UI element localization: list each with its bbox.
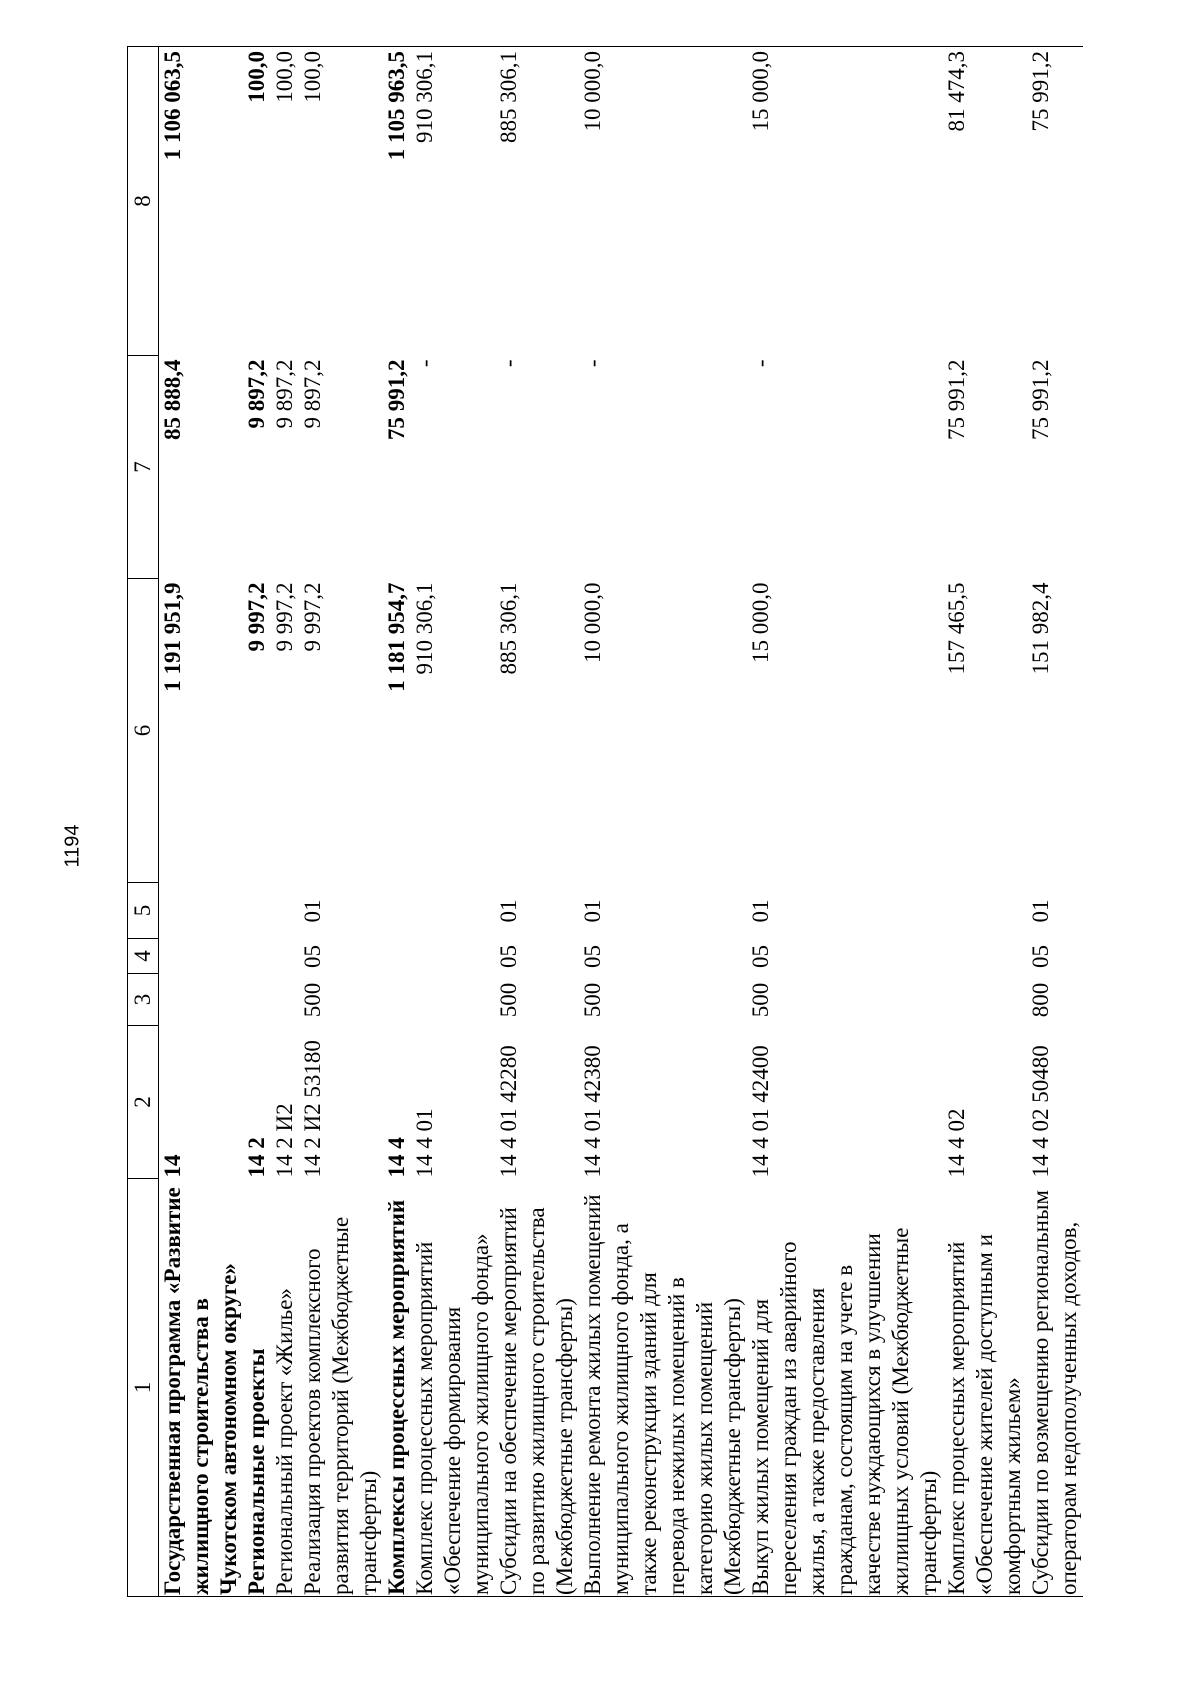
row-col-4 xyxy=(383,939,411,974)
row-col-5: 01 xyxy=(1028,899,1053,923)
header-col-4: 4 xyxy=(128,939,159,974)
row-name: Комплекс процессных мероприятий «Обеспечение жителей доступным и комфортным жильем» xyxy=(943,1179,1027,1597)
header-col-2: 2 xyxy=(128,1026,159,1179)
row-col-3 xyxy=(411,974,495,1026)
table-row xyxy=(299,47,383,1597)
table-row xyxy=(243,47,271,1597)
table-row xyxy=(383,47,411,1597)
row-col-3: 500 xyxy=(580,982,605,1018)
row-value-col-7: 9 897,2 xyxy=(272,359,297,429)
row-col-4: 05 xyxy=(580,945,605,968)
row-value-col-7: - xyxy=(580,359,605,368)
row-value-col-8: 75 991,2 xyxy=(1027,47,1083,356)
row-code: 14 2 И2 53180 xyxy=(300,1040,325,1178)
row-value-col-8: 15 000,0 xyxy=(747,47,943,356)
row-name: Реализация проектов комплексного развития территорий (Межбюджетные трансферты) xyxy=(299,1179,383,1597)
row-col-5: 01 xyxy=(300,899,325,923)
row-col-4: 05 xyxy=(748,945,773,968)
row-value-col-7: - xyxy=(412,359,437,368)
row-value-col-8: 1 105 963,5 xyxy=(383,47,411,356)
row-name: Субсидии по возмещению региональным операторам недополученных доходов, xyxy=(1027,1179,1083,1597)
table-row xyxy=(747,47,943,1597)
row-value-col-6: 151 982,4 xyxy=(1028,582,1053,675)
row-col-5: 01 xyxy=(748,899,773,923)
table-row xyxy=(495,47,579,1597)
row-col-4 xyxy=(943,939,1027,974)
row-code: 14 xyxy=(160,1154,185,1178)
row-col-4 xyxy=(411,939,495,974)
row-code: 14 4 02 xyxy=(944,1108,969,1178)
row-col-4 xyxy=(159,939,244,974)
row-value-col-6: 1 181 954,7 xyxy=(384,582,409,692)
row-code: 14 4 01 42380 xyxy=(580,1045,605,1178)
row-value-col-6: 157 465,5 xyxy=(944,582,969,675)
row-col-5: 01 xyxy=(580,899,605,923)
row-name: Выполнение ремонта жилых помещений муниципального жилищного фонда, а также реконструкции зданий для перевода нежилых помещений в категорию жилых помещений (Межбюджетные трансферты) xyxy=(579,1179,747,1597)
row-col-4 xyxy=(243,939,271,974)
row-value-col-7: 75 991,2 xyxy=(384,359,409,440)
header-col-7: 7 xyxy=(128,356,159,579)
table-row xyxy=(271,47,299,1597)
row-code: 14 2 xyxy=(244,1137,269,1178)
row-col-3 xyxy=(243,974,271,1026)
row-col-5 xyxy=(271,883,299,939)
row-value-col-6: 9 997,2 xyxy=(272,582,297,652)
row-col-3 xyxy=(383,974,411,1026)
header-col-5: 5 xyxy=(128,883,159,939)
row-value-col-7: 85 888,4 xyxy=(160,359,185,440)
row-col-4: 05 xyxy=(300,945,325,968)
row-name: Выкуп жилых помещений для переселения граждан из аварийного жилья, а также предоставления гражданам, состоящим на учете в качестве нуждающихся в улучшении жилищных условий (Межбюджетные трансферты) xyxy=(747,1179,943,1597)
row-value-col-6: 9 997,2 xyxy=(300,582,325,652)
header-col-3: 3 xyxy=(128,974,159,1026)
header-row xyxy=(128,47,159,1597)
row-name: Региональные проекты xyxy=(243,1179,271,1597)
row-col-3 xyxy=(943,974,1027,1026)
row-name: Комплексы процессных мероприятий xyxy=(383,1179,411,1597)
row-value-col-8: 100,0 xyxy=(299,47,383,356)
row-col-3: 800 xyxy=(1028,982,1053,1018)
row-col-5 xyxy=(243,883,271,939)
row-col-4 xyxy=(271,939,299,974)
table-row xyxy=(943,47,1027,1597)
row-code: 14 2 И2 xyxy=(272,1103,297,1178)
row-col-4: 05 xyxy=(496,945,521,968)
table-row xyxy=(159,47,244,1597)
row-col-3 xyxy=(159,974,244,1026)
row-value-col-8: 910 306,1 xyxy=(411,47,495,356)
row-value-col-6: 10 000,0 xyxy=(580,582,605,663)
row-value-col-6: 910 306,1 xyxy=(412,582,437,675)
row-value-col-8: 100,0 xyxy=(271,47,299,356)
row-name: Комплекс процессных мероприятий «Обеспечение формирования муниципального жилищного фонда» xyxy=(411,1179,495,1597)
row-value-col-8: 1 106 063,5 xyxy=(159,47,244,356)
row-col-4: 05 xyxy=(1028,945,1053,968)
row-value-col-6: 885 306,1 xyxy=(496,582,521,675)
rotated-table-container xyxy=(127,47,1170,1597)
row-name: Региональный проект «Жилье» xyxy=(271,1179,299,1597)
row-code: 14 4 xyxy=(384,1137,409,1178)
header-col-6: 6 xyxy=(128,579,159,883)
header-col-8: 8 xyxy=(128,47,159,356)
row-col-3: 500 xyxy=(748,982,773,1018)
row-col-3: 500 xyxy=(496,982,521,1018)
row-code: 14 4 01 xyxy=(412,1108,437,1178)
table-row xyxy=(579,47,747,1597)
row-value-col-8: 81 474,3 xyxy=(943,47,1027,356)
row-value-col-6: 1 191 951,9 xyxy=(160,582,185,692)
row-col-5: 01 xyxy=(496,899,521,923)
row-col-5 xyxy=(383,883,411,939)
row-value-col-6: 15 000,0 xyxy=(748,582,773,663)
row-code: 14 4 01 42280 xyxy=(496,1045,521,1178)
row-col-3: 500 xyxy=(300,982,325,1018)
row-value-col-7: 9 897,2 xyxy=(244,359,269,429)
row-value-col-8: 100,0 xyxy=(243,47,271,356)
row-col-3 xyxy=(271,974,299,1026)
row-value-col-8: 885 306,1 xyxy=(495,47,579,356)
row-value-col-7: 9 897,2 xyxy=(300,359,325,429)
page-number: 1194 xyxy=(61,824,84,868)
table-row xyxy=(1027,47,1083,1597)
row-code: 14 4 01 42400 xyxy=(748,1045,773,1178)
row-code: 14 4 02 50480 xyxy=(1028,1045,1053,1178)
row-col-5 xyxy=(943,883,1027,939)
row-name: Субсидии на обеспечение мероприятий по развитию жилищного строительства (Межбюджетные трансферты) xyxy=(495,1179,579,1597)
table-row xyxy=(411,47,495,1597)
row-col-5 xyxy=(411,883,495,939)
row-value-col-8: 10 000,0 xyxy=(579,47,747,356)
row-value-col-7: 75 991,2 xyxy=(1028,359,1053,440)
row-col-5 xyxy=(159,883,244,939)
row-value-col-7: - xyxy=(496,359,521,368)
header-col-1: 1 xyxy=(128,1179,159,1597)
budget-table xyxy=(127,46,1083,1597)
row-value-col-7: 75 991,2 xyxy=(944,359,969,440)
row-name: Государственная программа «Развитие жилищного строительства в Чукотском автономном округе» xyxy=(159,1179,244,1597)
row-value-col-6: 9 997,2 xyxy=(244,582,269,652)
row-value-col-7: - xyxy=(748,359,773,368)
